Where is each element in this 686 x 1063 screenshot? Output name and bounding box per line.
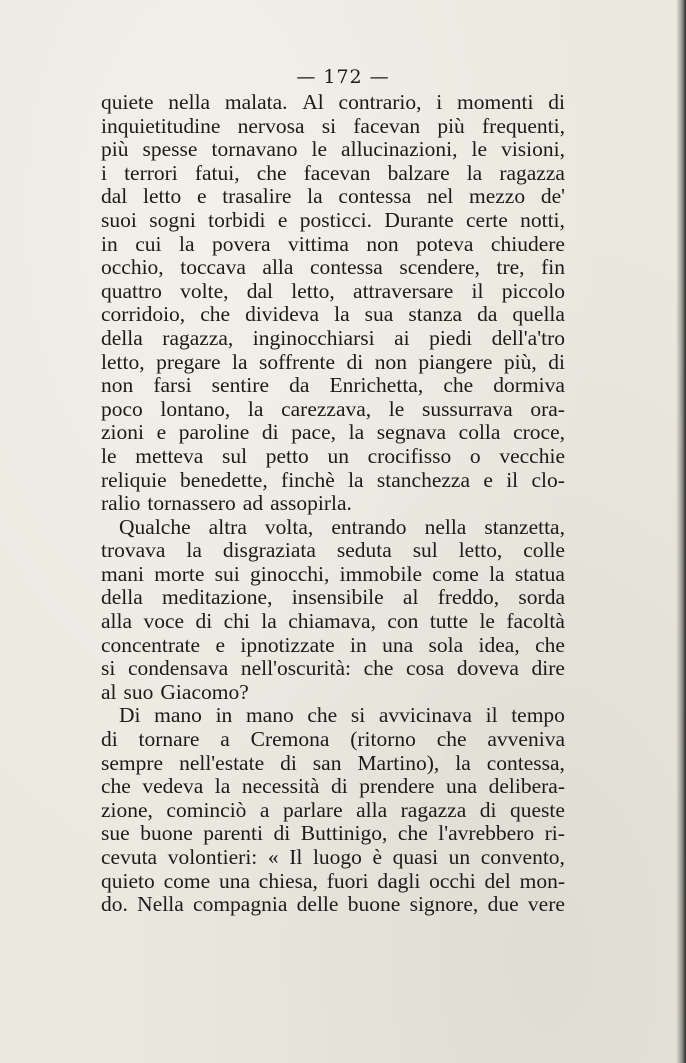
text-line: corridoio, che divideva la sua stanza da quella	[101, 302, 565, 327]
text-line: inquietitudine nervosa si facevan più frequenti,	[101, 113, 565, 138]
text-line: zione, cominciò a parlare alla ragazza di queste	[101, 797, 565, 822]
text-line: quattro volte, dal letto, attraversare il piccolo	[101, 278, 565, 303]
text-line: concentrate e ipnotizzate in una sola idea, che	[101, 632, 565, 657]
text-line: mani morte sui ginocchi, immobile come la statua	[101, 561, 565, 586]
body-text	[101, 91, 565, 917]
text-line: si condensava nell'oscurità: che cosa doveva dire	[101, 656, 565, 681]
text-line: trovava la disgraziata seduta sul letto, colle	[101, 538, 565, 563]
text-line: reliquie benedette, finchè la stanchezza e il clo-	[101, 467, 565, 492]
text-line: Qualche altra volta, entrando nella stanzetta,	[119, 514, 565, 539]
text-line: che vedeva la necessità di prendere una delibera-	[101, 774, 565, 799]
text-line: zioni e paroline di pace, la segnava colla croce,	[101, 420, 565, 445]
text-line: quiete nella malata. Al contrario, i momenti di	[101, 90, 565, 114]
text-line: quieto come una chiesa, fuori dagli occhi del mon-	[101, 868, 565, 893]
text-line: dal letto e trasalire la contessa nel mezzo de'	[101, 184, 565, 209]
text-line: do. Nella compagnia delle buone signore, due vere	[101, 892, 565, 917]
text-line: suoi sogni torbidi e posticci. Durante certe notti,	[101, 207, 565, 232]
text-line: le metteva sul petto un crocifisso o vecchie	[101, 443, 565, 468]
text-line: sue buone parenti di Buttinigo, che l'avrebbero ri-	[101, 821, 565, 846]
text-line: i terrori fatui, che facevan balzare la ragazza	[101, 160, 565, 185]
text-line: poco lontano, la carezzava, le sussurrava ora-	[101, 396, 565, 421]
text-line: della meditazione, insensibile al freddo, sorda	[101, 585, 565, 610]
text-line: Di mano in mano che si avvicinava il tempo	[119, 703, 565, 728]
text-line: occhio, toccava alla contessa scendere, tre, fin	[101, 255, 565, 280]
page-edge-shadow	[676, 0, 686, 1063]
text-line: cevuta volontieri: « Il luogo è quasi un convento,	[101, 845, 565, 869]
text-line: alla voce di chi la chiamava, con tutte le facoltà	[101, 609, 565, 634]
text-line: in cui la povera vittima non poteva chiudere	[101, 231, 565, 256]
text-line: di tornare a Cremona (ritorno che avveniva	[101, 727, 565, 752]
text-line: letto, pregare la soffrente di non piangere più, di	[101, 349, 565, 374]
text-line: non farsi sentire da Enrichetta, che dormiva	[101, 373, 565, 398]
text-line: della ragazza, inginocchiarsi ai piedi dell'a'tro	[101, 325, 565, 350]
text-line: al suo Giacomo?	[101, 679, 249, 704]
text-line: ralio tornassero ad assopirla.	[101, 491, 352, 516]
text-line: più spesse tornavano le allucinazioni, le visioni,	[101, 137, 565, 162]
text-line: sempre nell'estate di san Martino), la contessa,	[101, 750, 565, 775]
page-number: — 172 —	[296, 66, 390, 88]
